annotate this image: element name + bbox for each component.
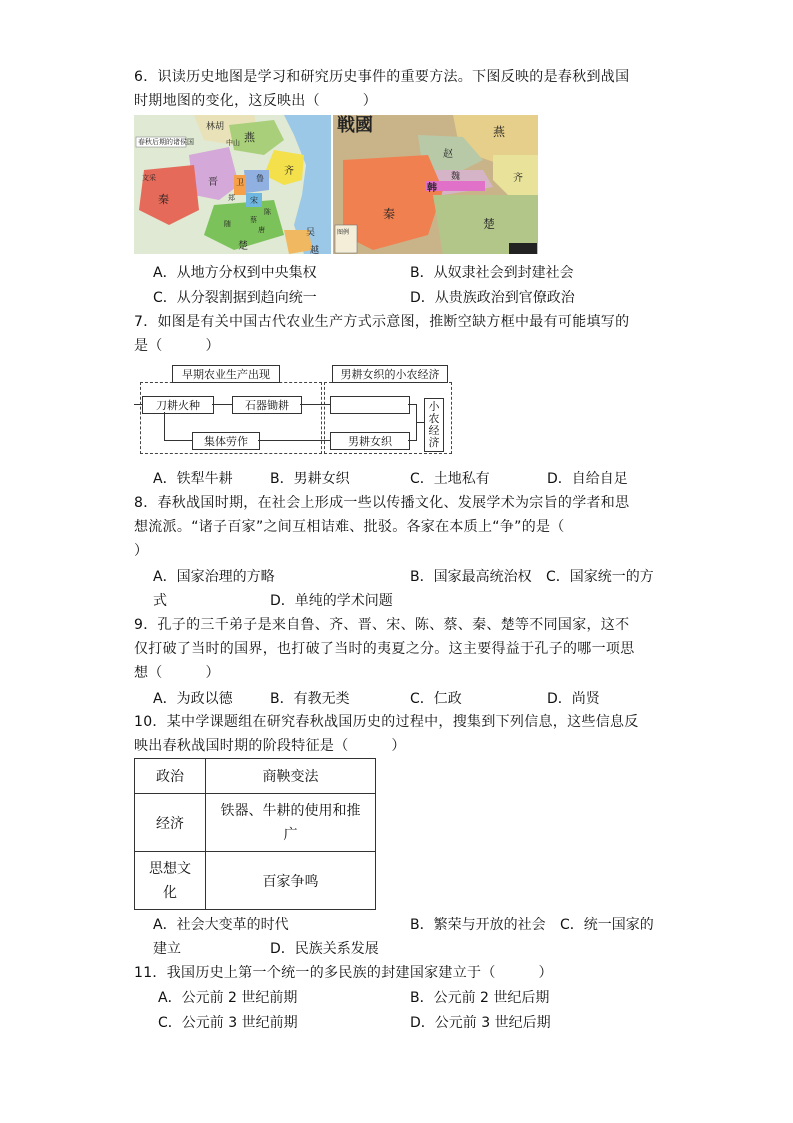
q9-option-b[interactable]: B．有教无类 <box>270 691 350 707</box>
map1-label: 卫 <box>236 178 244 187</box>
map2-label: 秦 <box>383 207 396 221</box>
q7-option-d[interactable]: D．自给自足 <box>547 471 628 487</box>
table-cell <box>206 794 376 852</box>
q10-option-b[interactable]: B．繁荣与开放的社会 <box>410 917 546 933</box>
q10-line1: 10．某中学课题组在研究春秋战国历史的过程中，搜集到下列信息，这些信息反 <box>134 714 639 730</box>
q8-option-a[interactable]: A．国家治理的方略 <box>153 569 275 585</box>
map1-label: 越 <box>310 246 320 254</box>
map2-label: 楚 <box>483 217 496 231</box>
table-cell: 政治 <box>135 759 206 794</box>
small-farm-box: 男耕女织的小农经济 <box>332 365 448 383</box>
table-cell-line: 化 <box>163 884 177 901</box>
q7-option-a[interactable]: A．铁犁牛耕 <box>153 471 233 487</box>
map2-label: 赵 <box>443 149 453 160</box>
q11-line1: 11．我国历史上第一个统一的多民族的封建国家建立于（ ） <box>134 965 553 981</box>
q10-option-c[interactable]: C．统一国家的 <box>560 917 654 933</box>
map1-label: 郑 <box>228 194 235 202</box>
q10-option-d[interactable]: D．民族关系发展 <box>270 941 379 957</box>
q6-line1: 6．识读历史地图是学习和研究历史事件的重要方法。下图反映的是春秋到战国 <box>134 69 630 85</box>
map2-label: 图例 <box>337 229 350 236</box>
q10-option-a[interactable]: A．社会大变革的时代 <box>153 917 289 933</box>
stone-hoe-box: 石器锄耕 <box>232 396 302 414</box>
q11-option-a[interactable]: A．公元前 2 世纪前期 <box>158 990 298 1006</box>
map2-label: 燕 <box>493 125 506 139</box>
q9-option-a[interactable]: A．为政以德 <box>153 691 233 707</box>
q7-option-b[interactable]: B．男耕女织 <box>270 471 350 487</box>
q6-option-a[interactable]: A．从地方分权到中央集权 <box>153 265 317 281</box>
q6-option-c[interactable]: C．从分裂割据到趋向统一 <box>153 290 317 306</box>
map1-label: 林胡 <box>206 122 225 132</box>
map2-label: 齐 <box>513 173 523 184</box>
q10-info-table <box>134 758 376 910</box>
q8-option-b[interactable]: B．国家最高统治权 <box>410 569 532 585</box>
table-cell: 商鞅变法 <box>206 759 376 794</box>
q8-line2: 想流派。“诸子百家”之间互相诘难、批驳。各家在本质上“争”的是（ <box>134 519 565 535</box>
warring-states-map <box>333 115 538 254</box>
map1-label: 燕 <box>244 131 255 144</box>
map1-label: 宋 <box>250 196 258 205</box>
map1-label: 蔡 <box>250 216 257 224</box>
q9-option-d[interactable]: D．尚贤 <box>547 691 600 707</box>
male-farming-box: 男耕女织 <box>330 432 410 450</box>
map2-label: 魏 <box>451 172 461 182</box>
map1-label: 文采 <box>142 174 156 182</box>
table-cell-line: 广 <box>283 826 298 843</box>
slash-burn-box: 刀耕火种 <box>142 396 214 414</box>
map1-label: 秦 <box>158 193 169 206</box>
map1-label: 吴 <box>306 228 316 238</box>
q7-option-c[interactable]: C．土地私有 <box>410 471 490 487</box>
q11-option-d[interactable]: D．公元前 3 世纪后期 <box>410 1015 551 1031</box>
q8-option-c-cont: 式 <box>153 593 167 609</box>
map1-label: 陈 <box>264 208 271 216</box>
table-cell-line: 思想文 <box>149 860 191 877</box>
q11-option-c[interactable]: C．公元前 3 世纪前期 <box>158 1015 298 1031</box>
early-farming-box: 早期农业生产出现 <box>172 365 280 383</box>
map1-label: 中山 <box>226 139 240 147</box>
small-farm-economy-box: 小农经济 <box>424 398 444 452</box>
table-cell-line: 铁器、牛耕的使用和推 <box>220 802 361 819</box>
q7-line1: 7．如图是有关中国古代农业生产方式示意图，推断空缺方框中最有可能填写的 <box>134 314 630 330</box>
q9-line1: 9．孔子的三千弟子是来自鲁、齐、晋、宋、陈、蔡、秦、楚等不同国家，这不 <box>134 617 630 633</box>
q8-option-d[interactable]: D．单纯的学术问题 <box>270 593 393 609</box>
map1-label: 晋 <box>208 177 218 188</box>
q11-option-b[interactable]: B．公元前 2 世纪后期 <box>410 990 550 1006</box>
table-row <box>135 759 376 794</box>
table-row <box>135 794 376 852</box>
q8-line1: 8．春秋战国时期，在社会上形成一些以传播文化、发展学术为宗旨的学者和思 <box>134 495 630 511</box>
map1-label: 鲁 <box>256 174 264 183</box>
map2-title: 戦國 <box>337 115 373 136</box>
map2-label: 韩 <box>427 183 437 194</box>
blank-answer-box <box>330 396 410 414</box>
q6-option-b[interactable]: B．从奴隶社会到封建社会 <box>410 265 574 281</box>
q6-option-d[interactable]: D．从贵族政治到官僚政治 <box>410 290 575 306</box>
q8-option-c[interactable]: C．国家统一的方 <box>546 569 654 585</box>
q7-line2: 是（ ） <box>134 338 220 354</box>
map1-caption: 春秋后期的诸侯国 <box>138 138 194 146</box>
q9-line3: 想（ ） <box>134 665 220 681</box>
q10-line2: 映出春秋战国时期的阶段特征是（ ） <box>134 738 406 754</box>
map1-label: 齐 <box>284 166 294 177</box>
table-cell <box>135 852 206 910</box>
q9-option-c[interactable]: C．仁政 <box>410 691 462 707</box>
q6-line2: 时期地图的变化，这反映出（ ） <box>134 93 378 109</box>
table-row <box>135 852 376 910</box>
q8-line3: ） <box>134 543 149 559</box>
farming-diagram <box>134 362 454 458</box>
spring-autumn-map <box>134 115 331 254</box>
q10-option-c-cont: 建立 <box>153 941 181 957</box>
map1-label: 唐 <box>258 226 265 234</box>
map1-label: 随 <box>224 220 231 228</box>
q9-line2: 仅打破了当时的国界，也打破了当时的夷夏之分。这主要得益于孔子的哪一项思 <box>134 641 635 657</box>
table-cell: 经济 <box>135 794 206 852</box>
table-cell: 百家争鸣 <box>206 852 376 910</box>
collective-labor-box: 集体劳作 <box>192 432 260 450</box>
map1-label: 楚 <box>238 241 248 252</box>
